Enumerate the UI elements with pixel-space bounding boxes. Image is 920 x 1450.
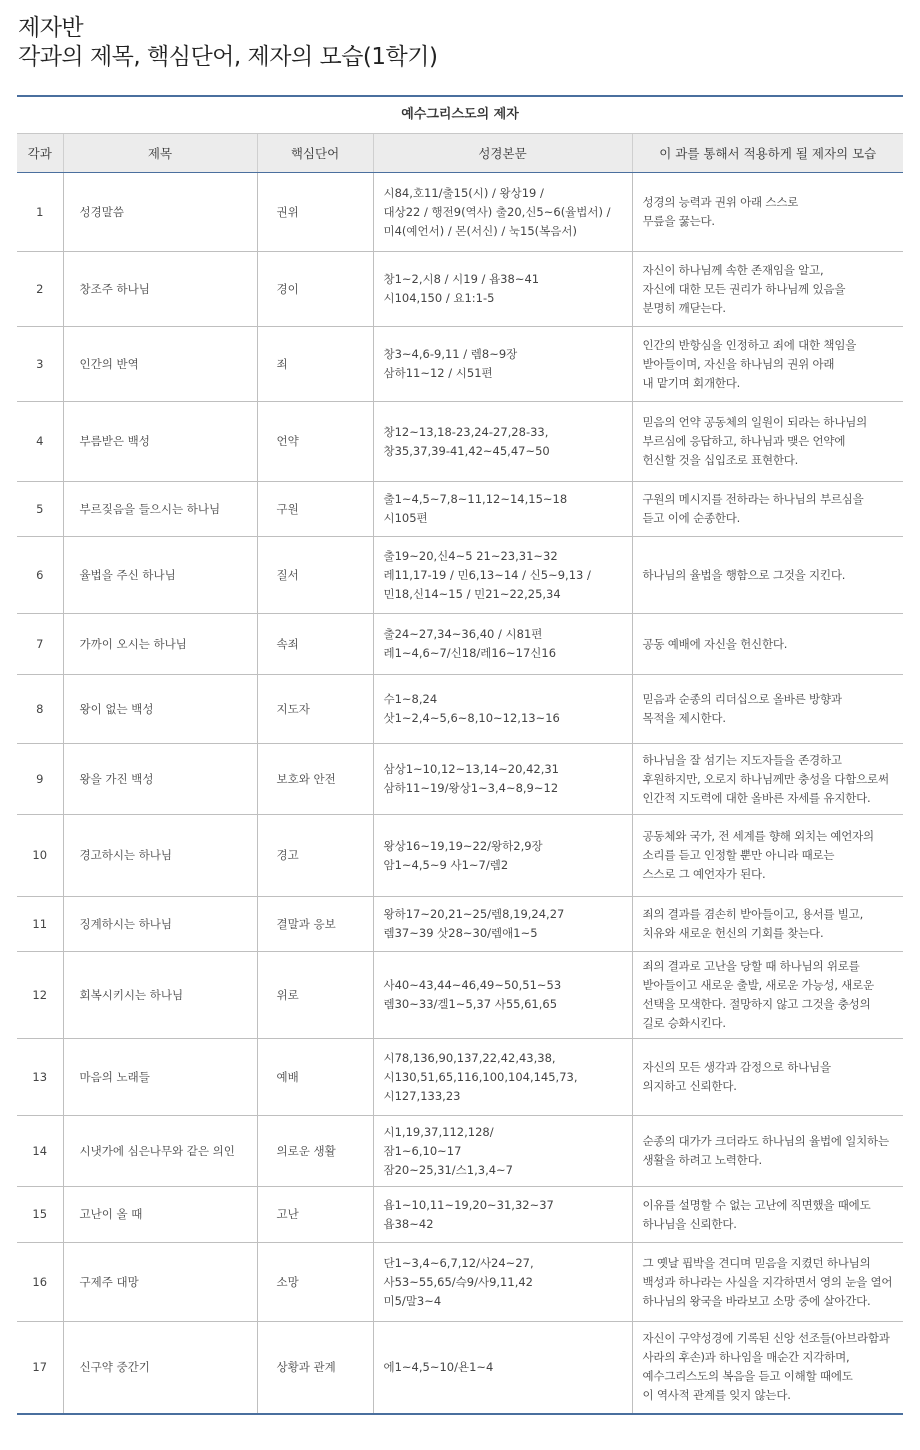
cell-keyword: 지도자 [257,675,373,744]
table-row [17,1243,903,1322]
cell-desc: 공동체와 국가, 전 세계를 향해 외치는 예언자의 소리를 듣고 인정할 뿐만 아니라 때로는 스스로 그 예언자가 된다. [632,815,903,897]
table-row [17,675,903,744]
heading-line-2: 각과의 제목, 핵심단어, 제자의 모습(1학기) [18,44,438,70]
cell-keyword: 구원 [257,482,373,537]
cell-no: 2 [17,252,63,327]
cell-desc: 믿음과 순종의 리더십으로 올바른 방향과 목적을 제시한다. [632,675,903,744]
table-row [17,1039,903,1116]
cell-desc: 죄의 결과로 고난을 당할 때 하나님의 위로를 받아들이고 새로운 출발, 새로운 가능성, 새로운 선택을 모색한다. 절망하지 않고 그것을 충성의 길로 승화시킨다. [632,952,903,1039]
cell-title: 마음의 노래들 [63,1039,257,1116]
cell-no: 5 [17,482,63,537]
cell-no: 13 [17,1039,63,1116]
cell-keyword: 경이 [257,252,373,327]
cell-no: 14 [17,1116,63,1187]
cell-title: 왕이 없는 백성 [63,675,257,744]
cell-refs: 에1~4,5~10/욘1~4 [373,1322,632,1414]
cell-refs: 왕상16~19,19~22/왕하2,9장 암1~4,5~9 사1~7/렘2 [373,815,632,897]
table-caption: 예수그리스도의 제자 [401,107,519,122]
table-row [17,952,903,1039]
cell-no: 12 [17,952,63,1039]
cell-refs: 시78,136,90,137,22,42,43,38, 시130,51,65,116,100,104,145,73, 시127,133,23 [373,1039,632,1116]
cell-refs: 시84,호11/출15(시) / 왕상19 / 대상22 / 행전9(역사) 출20,신5~6(율법서) / 미4(예언서) / 몬(서신) / 눅15(복음서) [373,173,632,252]
cell-title: 징계하시는 하나님 [63,897,257,952]
cell-no: 1 [17,173,63,252]
cell-title: 회복시키시는 하나님 [63,952,257,1039]
cell-desc: 하나님을 잘 섬기는 지도자들을 존경하고 후원하지만, 오로지 하나님께만 충성을 다함으로써 인간적 지도력에 대한 올바른 자세를 유지한다. [632,744,903,815]
cell-no: 16 [17,1243,63,1322]
cell-desc: 자신이 하나님께 속한 존재임을 알고, 자신에 대한 모든 권리가 하나님께 있음을 분명히 깨닫는다. [632,252,903,327]
cell-refs: 창12~13,18-23,24-27,28-33, 창35,37,39-41,42~45,47~50 [373,402,632,482]
cell-keyword: 소망 [257,1243,373,1322]
cell-desc: 순종의 대가가 크더라도 하나님의 율법에 일치하는 생활을 하려고 노력한다. [632,1116,903,1187]
cell-title: 시냇가에 심은나무와 같은 의인 [63,1116,257,1187]
cell-refs: 창1~2,시8 / 시19 / 욥38~41 시104,150 / 요1:1-5 [373,252,632,327]
cell-title: 가까이 오시는 하나님 [63,614,257,675]
cell-no: 17 [17,1322,63,1414]
table-row [17,402,903,482]
table-row [17,1116,903,1187]
col-header-title: 제목 [63,134,257,173]
cell-title: 신구약 중간기 [63,1322,257,1414]
table-row [17,173,903,252]
cell-title: 부름받은 백성 [63,402,257,482]
cell-title: 부르짖음을 들으시는 하나님 [63,482,257,537]
cell-desc: 믿음의 언약 공동체의 일원이 되라는 하나님의 부르심에 응답하고, 하나님과 맺은 언약에 헌신할 것을 십입조로 표현한다. [632,402,903,482]
cell-keyword: 결말과 응보 [257,897,373,952]
cell-refs: 욥1~10,11~19,20~31,32~37 욥38~42 [373,1187,632,1243]
cell-title: 창조주 하나님 [63,252,257,327]
cell-title: 율법을 주신 하나님 [63,537,257,614]
curriculum-table [17,133,903,1415]
cell-refs: 왕하17~20,21~25/렘8,19,24,27 렘37~39 삿28~30/렘애1~5 [373,897,632,952]
table-row [17,614,903,675]
cell-no: 7 [17,614,63,675]
table-row [17,327,903,402]
table-body [17,173,903,1414]
cell-no: 3 [17,327,63,402]
cell-refs: 삼상1~10,12~13,14~20,42,31 삼하11~19/왕상1~3,4~8,9~12 [373,744,632,815]
table-row [17,252,903,327]
cell-keyword: 의로운 생활 [257,1116,373,1187]
page-heading [18,14,437,72]
cell-title: 구제주 대망 [63,1243,257,1322]
cell-desc: 자신의 모든 생각과 감정으로 하나님을 의지하고 신뢰한다. [632,1039,903,1116]
col-header-desc: 이 과를 통해서 적용하게 될 제자의 모습 [632,134,903,173]
cell-refs: 출19~20,신4~5 21~23,31~32 레11,17-19 / 민6,13~14 / 신5~9,13 / 민18,신14~15 / 민21~22,25,34 [373,537,632,614]
cell-keyword: 질서 [257,537,373,614]
table-row [17,897,903,952]
cell-keyword: 고난 [257,1187,373,1243]
cell-title: 왕을 가진 백성 [63,744,257,815]
cell-keyword: 경고 [257,815,373,897]
cell-refs: 사40~43,44~46,49~50,51~53 렘30~33/겔1~5,37 사55,61,65 [373,952,632,1039]
cell-keyword: 속죄 [257,614,373,675]
cell-title: 성경말씀 [63,173,257,252]
cell-desc: 죄의 결과를 겸손히 받아들이고, 용서를 빌고, 치유와 새로운 헌신의 기회를 찾는다. [632,897,903,952]
cell-no: 10 [17,815,63,897]
cell-refs: 출1~4,5~7,8~11,12~14,15~18 시105편 [373,482,632,537]
table-row [17,744,903,815]
cell-keyword: 권위 [257,173,373,252]
cell-no: 6 [17,537,63,614]
table-row [17,537,903,614]
cell-desc: 자신이 구약성경에 기록된 신앙 선조들(아브라함과 사라의 후손)과 하나임을 매순간 지각하며, 예수그리스도의 복음을 듣고 이해할 때에도 이 역사적 관계를 잊지 않는다. [632,1322,903,1414]
col-header-no: 각과 [17,134,63,173]
cell-desc: 성경의 능력과 권위 아래 스스로 무릎을 꿇는다. [632,173,903,252]
cell-keyword: 위로 [257,952,373,1039]
cell-keyword: 상황과 관계 [257,1322,373,1414]
table-row [17,1187,903,1243]
cell-title: 고난이 올 때 [63,1187,257,1243]
cell-no: 8 [17,675,63,744]
col-header-refs: 성경본문 [373,134,632,173]
cell-refs: 출24~27,34~36,40 / 시81편 레1~4,6~7/신18/레16~17신16 [373,614,632,675]
cell-no: 15 [17,1187,63,1243]
cell-desc: 공동 예배에 자신을 헌신한다. [632,614,903,675]
cell-refs: 창3~4,6-9,11 / 렘8~9장 삼하11~12 / 시51편 [373,327,632,402]
cell-no: 11 [17,897,63,952]
cell-no: 9 [17,744,63,815]
cell-no: 4 [17,402,63,482]
table-row [17,815,903,897]
curriculum-table-wrap [17,95,903,1415]
cell-title: 경고하시는 하나님 [63,815,257,897]
cell-keyword: 보호와 안전 [257,744,373,815]
cell-title: 인간의 반역 [63,327,257,402]
table-row [17,1322,903,1414]
cell-keyword: 언약 [257,402,373,482]
heading-line-1: 제자반 [18,15,84,41]
table-header-row [17,134,903,173]
col-header-keyword: 핵심단어 [257,134,373,173]
cell-desc: 그 옛날 핍박을 견디며 믿음을 지켰던 하나님의 백성과 하나라는 사실을 지각하면서 영의 눈을 열어 하나님의 왕국을 바라보고 소망 중에 살아간다. [632,1243,903,1322]
cell-refs: 시1,19,37,112,128/ 잠1~6,10~17 잠20~25,31/스1,3,4~7 [373,1116,632,1187]
cell-refs: 수1~8,24 삿1~2,4~5,6~8,10~12,13~16 [373,675,632,744]
cell-desc: 인간의 반항심을 인정하고 죄에 대한 책임을 받아들이며, 자신을 하나님의 권위 아래 내 맡기며 회개한다. [632,327,903,402]
cell-refs: 단1~3,4~6,7,12/사24~27, 사53~55,65/슥9/사9,11,42 미5/말3~4 [373,1243,632,1322]
cell-keyword: 예배 [257,1039,373,1116]
table-row [17,482,903,537]
cell-desc: 이유를 설명할 수 없는 고난에 직면했을 때에도 하나님을 신뢰한다. [632,1187,903,1243]
cell-keyword: 죄 [257,327,373,402]
cell-desc: 구원의 메시지를 전하라는 하나님의 부르심을 듣고 이에 순종한다. [632,482,903,537]
cell-desc: 하나님의 율법을 행함으로 그것을 지킨다. [632,537,903,614]
